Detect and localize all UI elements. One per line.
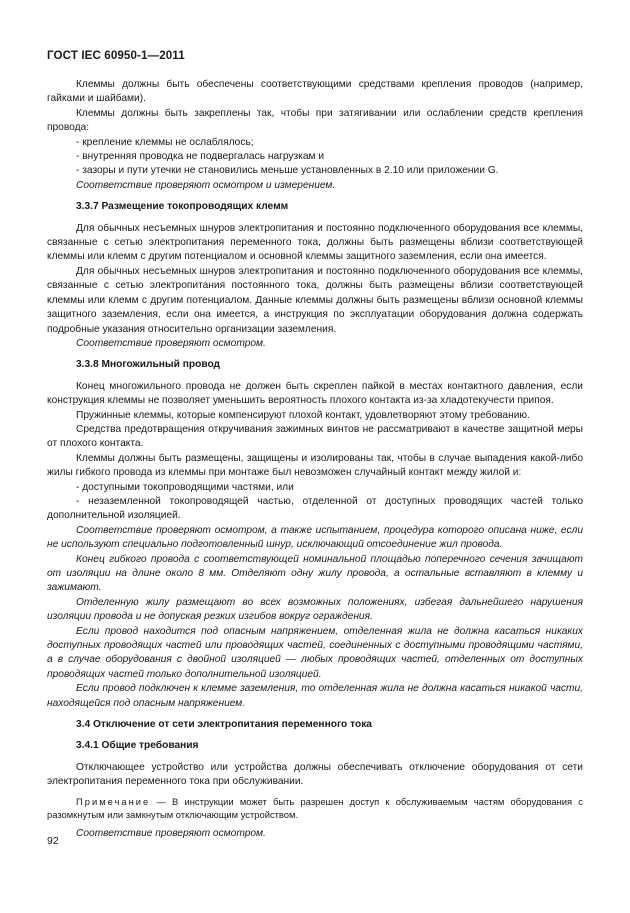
paragraph: Клеммы должны быть закреплены так, чтобы при затягивании или ослаблении средств крепления провода: [47,107,583,134]
test-procedure: Конец гибкого провода с соответствующей номинальной площадью поперечного сечения зачищают от изоляции на длине около 8 мм. Отделяют одну жилу провода, а остальные вставляют в клемму и зажимают. [47,553,583,594]
note-text: — В инструкции может быть разрешен доступ к обслуживаемым частям оборудования с разомкнутым или замкнутым отключающим устройством. [47,795,583,821]
paragraph: Для обычных несъемных шнуров электропитания и постоянно подключенного оборудования все клеммы, связанные с сетью электропитания постоянного тока, должны быть размещены вблизи соответствующей клеммы или клемм с другим потенциалом. Данные клеммы должны быть размещены вблизи основной клеммы защитного заземления, если она имеется, а инструкция по эксплуатации оборудования должна содержать подробные указания относительно организации заземления. [47,265,583,335]
list-item: - внутренняя проводка не подвергалась нагрузкам и [76,151,325,163]
section-heading-3-4-1: 3.4.1 Общие требования [76,740,199,752]
compliance-statement: Соответствие проверяют осмотром. [76,827,266,839]
list-item: - крепление клеммы не ослаблялось; [76,136,254,148]
compliance-statement: Соответствие проверяют осмотром и измерением. [76,179,336,191]
list-item: - доступными токопроводящими частями, или [76,481,294,493]
paragraph: Пружинные клеммы, которые компенсируют плохой контакт, удовлетворяют этому требованию. [76,409,530,421]
section-heading-3-4: 3.4 Отключение от сети электропитания переменного тока [76,719,372,731]
paragraph: Клеммы должны быть размещены, защищены и изолированы так, чтобы в случае выпадения какой-либо жилы гибкого провода из клеммы при монтаже был невозможен случайный контакт между жилой и: [47,452,583,479]
paragraph: Конец многожильного провода не должен быть скреплен пайкой в местах контактного давления, если конструкция клеммы не позволяет уменьшить вероятность плохого контакта из-за хладотекучести припоя. [47,380,583,407]
paragraph: Для обычных несъемных шнуров электропитания и постоянно подключенного оборудования все клеммы, связанные с сетью электропитания переменного тока, должны быть размещены вблизи соответствующей клеммы или клемм с другим потенциалом и основной клеммы защитного заземления, если она имеется. [47,222,583,263]
paragraph: Средства предотвращения откручивания зажимных винтов не рассматривают в качестве защитной меры от плохого контакта. [47,423,583,450]
section-heading-3-3-7: 3.3.7 Размещение токопроводящих клемм [76,201,289,213]
paragraph: Клеммы должны быть обеспечены соответствующими средствами крепления проводов (например, гайками и шайбами). [47,79,583,105]
test-procedure: Если провод подключен к клемме заземления, то отделенная жила не должна касаться никакой части, находящейся под опасным напряжением. [47,683,583,709]
compliance-statement: Соответствие проверяют осмотром, а также испытанием, процедура которого описана ниже, если не используют специально подготовленный шнур, исключающий отсоединение жил провода. [47,524,583,551]
list-item: - незаземленной токопроводящей частью, отделенной от доступных проводящих частей только дополнительной изоляцией. [47,495,583,522]
compliance-statement: Соответствие проверяют осмотром. [76,337,266,349]
page-body [47,78,583,841]
note-label: Примечание [76,795,151,807]
page-number: 92 [47,835,59,847]
standard-header: ГОСТ IEC 60950-1—2011 [47,49,185,62]
test-procedure: Если провод находится под опасным напряжением, отделенная жила не должна касаться никаких доступных проводящих частей или проводящих частей, соединенных с доступными проводящими частями, а в случае оборудования с двойной изоляцией — любых проводящих частей, отделенных от доступных проводящих частей только дополнительной изоляцией. [47,625,583,680]
list-item: - зазоры и пути утечки не становились меньше установленных в 2.10 или приложении G. [76,165,499,177]
test-procedure: Отделенную жилу размещают во всех возможных положениях, избегая дальнейшего нарушения изоляции провода и не допуская резких изгибов вокруг ограждения. [47,596,583,623]
note [47,795,583,822]
paragraph: Отключающее устройство или устройства должны обеспечивать отключение оборудования от сети электропитания переменного тока при обслуживании. [47,761,583,788]
section-heading-3-3-8: 3.3.8 Многожильный провод [76,359,220,371]
